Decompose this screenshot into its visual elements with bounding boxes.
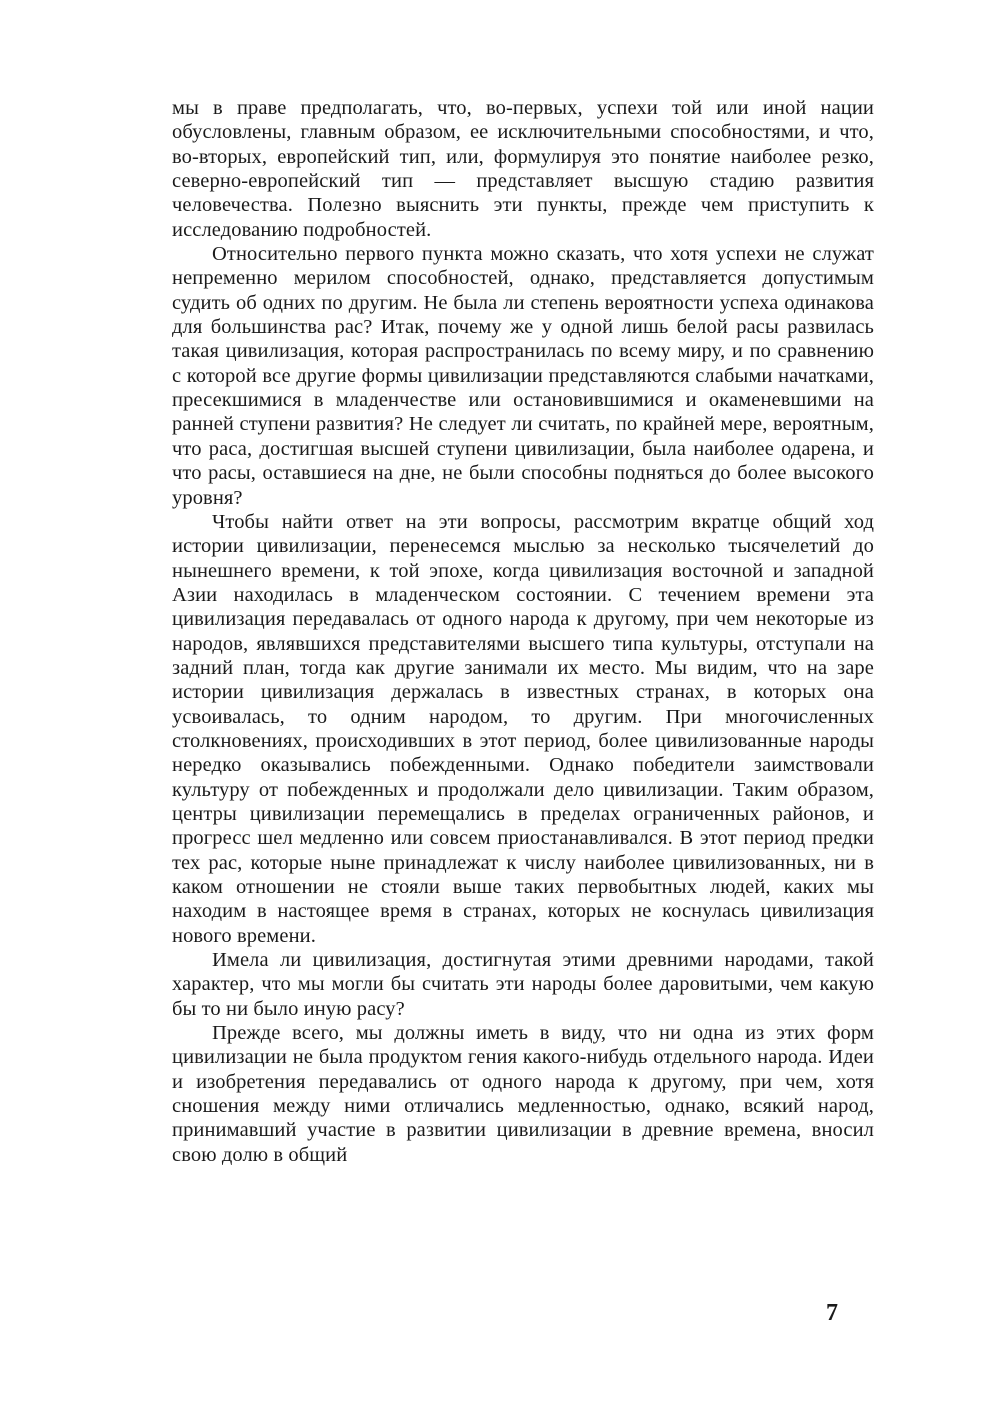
paragraph-5: Прежде всего, мы должны иметь в виду, что ни одна из этих форм цивилизации не была продуктом гения какого-нибудь отдельного народа. Идеи и изобретения передавались от одного народа к другому, при чем, хотя сношения между ними отличались медленностью, однако, всякий народ, принимавший участие в развитии цивилизации в древние времена, вносил свою долю в общий [172, 1022, 874, 1166]
paragraph-1: мы в праве предполагать, что, во-первых, успехи той или иной нации обусловлены, главным образом, ее исключительными способностями, и что, во-вторых, европейский тип, или, формулируя это понятие наиболее резко, северно-европейский тип — представляет высшую стадию развития человечества. Полезно выяснить эти пункты, прежде чем приступить к исследованию подробностей. [172, 97, 874, 241]
paragraph-2: Относительно первого пункта можно сказать, что хотя успехи не служат непременно мерилом способностей, однако, представляется допустимым судить об одних по другим. Не была ли степень вероятности успеха одинакова для большинства рас? Итак, почему же у одной лишь белой расы развилась такая цивилизация, которая распространилась по всему миру, и по сравнению с которой все другие формы цивилизации представляются слабыми начатками, пресекшимися в младенчестве или остановившимися и окаменевшими на ранней ступени развития? Не следует ли считать, по крайней мере, вероятным, что раса, достигшая высшей ступени цивилизации, была наиболее одарена, и что расы, оставшиеся на дне, не были способны подняться до более высокого уровня? [172, 243, 874, 509]
page-text [172, 96, 874, 1167]
page-number: 7 [826, 1300, 838, 1326]
paragraph-4: Имела ли цивилизация, достигнутая этими древними народами, такой характер, что мы могли бы считать эти народы более даровитыми, чем какую бы то ни было иную расу? [172, 949, 874, 1020]
paragraph-3: Чтобы найти ответ на эти вопросы, рассмотрим вкратце общий ход истории цивилизации, перенесемся мыслью за несколько тысячелетий до нынешнего времени, к той эпохе, когда цивилизация восточной и западной Азии находилась в младенческом состоянии. С течением времени эта цивилизация передавалась от одного народа к другому, при чем некоторые из народов, являвшихся представителями высшего типа культуры, отступали на задний план, тогда как другие занимали их место. Мы видим, что на заре истории цивилизация держалась в известных странах, в которых она усвоивалась, то одним народом, то другим. При многочисленных столкновениях, происходивших в этот период, более цивилизованные народы нередко оказывались побежденными. Однако победители заимствовали культуру от побежденных и продолжали дело цивилизации. Таким образом, центры цивилизации перемещались в пределах ограниченных районов, и прогресс шел медленно или совсем приостанавливался. В этот период предки тех рас, которые ныне принадлежат к числу наиболее цивилизованных, ни в каком отношении не стояли выше таких первобытных людей, каких мы находим в настоящее время в странах, которых не коснулась цивилизация нового времени. [172, 510, 874, 947]
